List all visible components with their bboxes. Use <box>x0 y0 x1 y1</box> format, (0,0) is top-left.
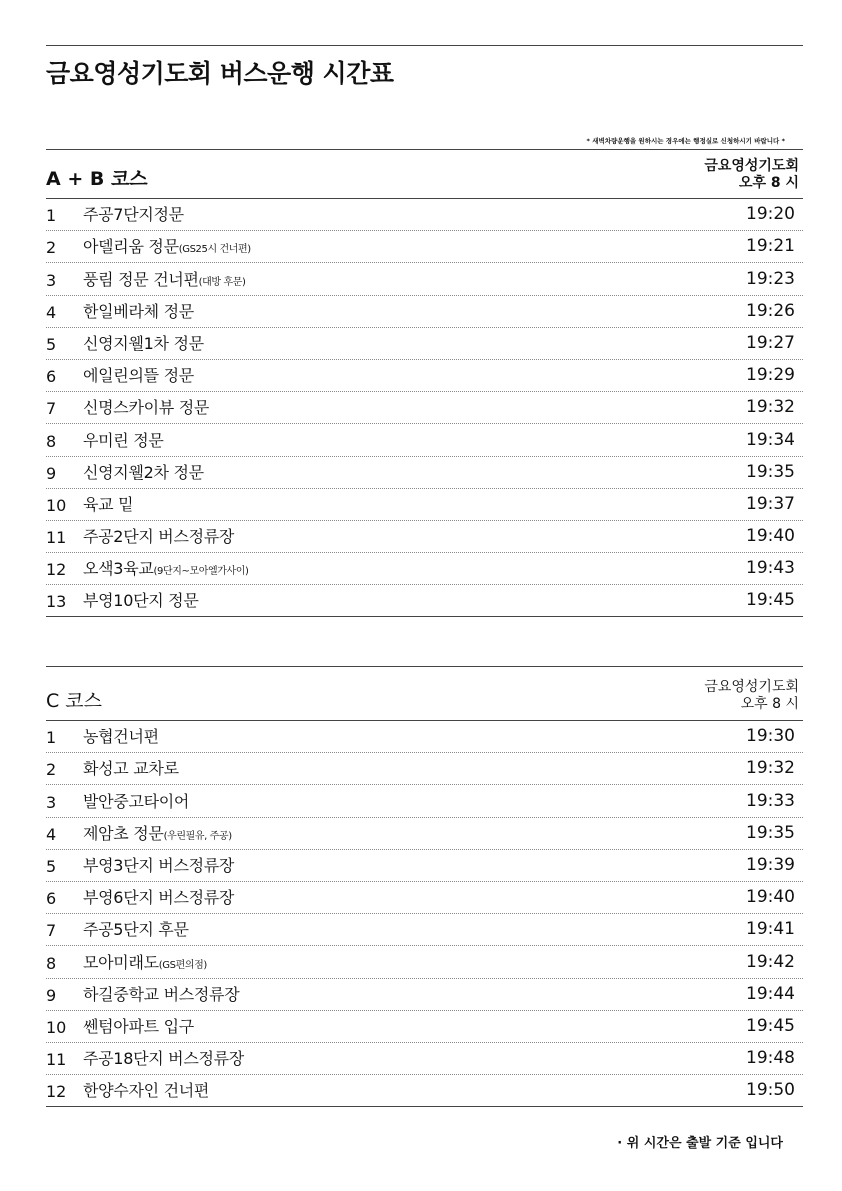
stop-row <box>46 585 803 617</box>
stop-number: 2 <box>46 760 57 780</box>
stop-name-cell <box>83 789 189 812</box>
departure-time: 19:26 <box>746 300 795 321</box>
stop-name-cell <box>83 950 207 973</box>
stop-name: 에일린의뜰 정문 <box>83 366 194 386</box>
footer-note: · 위 시간은 출발 기준 입니다 <box>617 1136 783 1151</box>
stop-name-cell <box>83 1078 209 1101</box>
stop-name: 주공5단지 후문 <box>83 920 189 940</box>
stop-name-cell <box>83 395 209 418</box>
stop-name: 부영3단지 버스정류장 <box>83 855 235 875</box>
course-ab-name: A + B 코스 <box>46 168 148 190</box>
stop-name: 부영10단지 정문 <box>83 591 199 611</box>
stop-row <box>46 457 803 489</box>
stop-name: 아델리움 정문 <box>83 237 179 257</box>
stop-number: 3 <box>46 270 57 290</box>
stop-number: 4 <box>46 824 57 844</box>
stop-name-cell <box>83 821 232 844</box>
departure-time: 19:27 <box>746 332 795 353</box>
stop-row <box>46 850 803 882</box>
stop-detail: (9단지~모아엘가사이) <box>153 566 249 578</box>
departure-time: 19:34 <box>746 429 795 450</box>
stop-name: 한양수자인 건너편 <box>83 1081 210 1101</box>
stop-row <box>46 946 803 978</box>
stop-name: 오색3육교 <box>83 559 154 579</box>
stop-name: 한일베라체 정문 <box>83 301 194 321</box>
stop-name: 발안중고타이어 <box>83 791 190 811</box>
course-c-stop-list <box>46 721 803 1107</box>
stop-number: 10 <box>46 1017 67 1037</box>
stop-name: 제암초 정문 <box>83 823 164 843</box>
course-c-header <box>46 666 803 721</box>
service-name: 금요영성기도회 <box>704 158 799 174</box>
departure-time: 19:39 <box>746 854 795 875</box>
service-time: 오후 8 시 <box>740 696 799 712</box>
stop-name-cell <box>83 885 234 908</box>
stop-name-cell <box>83 917 189 940</box>
stop-name-cell <box>83 331 204 354</box>
stop-name-cell <box>83 1014 194 1037</box>
stop-row <box>46 424 803 456</box>
stop-name: 육교 밑 <box>83 494 134 514</box>
stop-detail: (우린필유, 주공) <box>163 830 232 842</box>
stop-row <box>46 785 803 817</box>
stop-row <box>46 521 803 553</box>
stop-detail: (대방 후문) <box>198 276 246 288</box>
departure-time: 19:43 <box>746 558 795 579</box>
stop-row <box>46 231 803 263</box>
stop-row <box>46 1075 803 1107</box>
stop-name-cell <box>83 428 164 451</box>
stop-name-cell <box>83 556 249 579</box>
course-ab-stop-list <box>46 199 803 617</box>
departure-time: 19:23 <box>746 268 795 289</box>
stop-row <box>46 392 803 424</box>
stop-row <box>46 818 803 850</box>
stop-number: 9 <box>46 463 57 483</box>
stop-name: 신영지웰2차 정문 <box>83 462 204 482</box>
stop-row <box>46 1043 803 1075</box>
stop-row <box>46 753 803 785</box>
stop-number: 6 <box>46 889 57 909</box>
departure-time: 19:20 <box>746 204 795 225</box>
stop-number: 5 <box>46 334 57 354</box>
stop-number: 7 <box>46 399 57 419</box>
course-ab-time-header <box>704 158 799 192</box>
stop-number: 6 <box>46 367 57 387</box>
departure-time: 19:35 <box>746 461 795 482</box>
stop-name: 신명스카이뷰 정문 <box>83 398 210 418</box>
stop-number: 10 <box>46 495 67 515</box>
departure-time: 19:21 <box>746 236 795 257</box>
stop-number: 8 <box>46 953 57 973</box>
stop-name-cell <box>83 588 198 611</box>
stop-name-cell <box>83 1046 244 1069</box>
stop-name: 모아미래도 <box>83 952 159 972</box>
course-c-name: C 코스 <box>46 690 103 712</box>
course-c-time-header <box>704 679 799 713</box>
stop-number: 9 <box>46 985 57 1005</box>
service-time: 오후 8 시 <box>738 175 799 191</box>
stop-name: 농협건너편 <box>83 727 159 747</box>
stop-row <box>46 882 803 914</box>
stop-row <box>46 296 803 328</box>
departure-time: 19:35 <box>746 822 795 843</box>
stop-row <box>46 1011 803 1043</box>
stop-name: 우미린 정문 <box>83 430 164 450</box>
stop-name-cell <box>83 492 133 515</box>
stop-name-cell <box>83 363 194 386</box>
stop-name-cell <box>83 267 246 290</box>
departure-time: 19:33 <box>746 790 795 811</box>
stop-name: 신영지웰1차 정문 <box>83 333 204 353</box>
stop-number: 1 <box>46 206 57 226</box>
stop-number: 8 <box>46 431 57 451</box>
departure-time: 19:41 <box>746 919 795 940</box>
stop-row <box>46 263 803 295</box>
departure-time: 19:40 <box>746 887 795 908</box>
course-c-section <box>46 666 803 1107</box>
stop-number: 13 <box>46 592 67 612</box>
stop-detail: (GS25시 건너편) <box>178 244 251 256</box>
stop-name-cell <box>83 460 204 483</box>
timetable-page <box>46 0 803 1191</box>
stop-number: 12 <box>46 1082 67 1102</box>
departure-time: 19:45 <box>746 1015 795 1036</box>
stop-row <box>46 360 803 392</box>
page-title: 금요영성기도회 버스운행 시간표 <box>46 59 394 88</box>
stop-name: 화성고 교차로 <box>83 759 179 779</box>
stop-name-cell <box>83 202 184 225</box>
departure-time: 19:37 <box>746 493 795 514</box>
stop-name: 주공18단지 버스정류장 <box>83 1049 244 1069</box>
stop-number: 12 <box>46 560 67 580</box>
service-name: 금요영성기도회 <box>704 679 799 695</box>
stop-name: 쎈텀아파트 입구 <box>83 1016 194 1036</box>
stop-row <box>46 914 803 946</box>
stop-row <box>46 721 803 753</box>
top-divider <box>46 45 803 46</box>
stop-number: 2 <box>46 238 57 258</box>
stop-name-cell <box>83 853 234 876</box>
stop-name: 주공7단지정문 <box>83 205 184 225</box>
departure-time: 19:45 <box>746 590 795 611</box>
stop-name-cell <box>83 299 194 322</box>
course-ab-section <box>46 149 803 617</box>
departure-time: 19:44 <box>746 983 795 1004</box>
stop-detail: (GS편의점) <box>158 959 207 971</box>
stop-number: 5 <box>46 856 57 876</box>
departure-time: 19:48 <box>746 1048 795 1069</box>
stop-number: 11 <box>46 1050 67 1070</box>
stop-name: 부영6단지 버스정류장 <box>83 888 235 908</box>
departure-time: 19:42 <box>746 951 795 972</box>
course-ab-header <box>46 149 803 199</box>
departure-time: 19:32 <box>746 758 795 779</box>
stop-name: 하길중학교 버스정류장 <box>83 984 240 1004</box>
stop-number: 3 <box>46 792 57 812</box>
stop-row <box>46 199 803 231</box>
stop-number: 11 <box>46 528 67 548</box>
stop-name-cell <box>83 724 159 747</box>
departure-time: 19:30 <box>746 726 795 747</box>
stop-row <box>46 489 803 521</box>
stop-row <box>46 553 803 585</box>
stop-name-cell <box>83 982 239 1005</box>
request-note: * 새벽차량운행을 원하시는 경우에는 행정실로 신청하시기 바랍니다 * <box>586 137 785 145</box>
stop-row <box>46 979 803 1011</box>
stop-name-cell <box>83 756 179 779</box>
stop-number: 4 <box>46 302 57 322</box>
stop-name: 주공2단지 버스정류장 <box>83 527 235 547</box>
stop-row <box>46 328 803 360</box>
departure-time: 19:40 <box>746 526 795 547</box>
stop-name-cell <box>83 524 234 547</box>
stop-number: 1 <box>46 728 57 748</box>
stop-number: 7 <box>46 921 57 941</box>
stop-name: 풍림 정문 건너편 <box>83 269 199 289</box>
departure-time: 19:50 <box>746 1080 795 1101</box>
departure-time: 19:29 <box>746 365 795 386</box>
stop-name-cell <box>83 234 251 257</box>
departure-time: 19:32 <box>746 397 795 418</box>
